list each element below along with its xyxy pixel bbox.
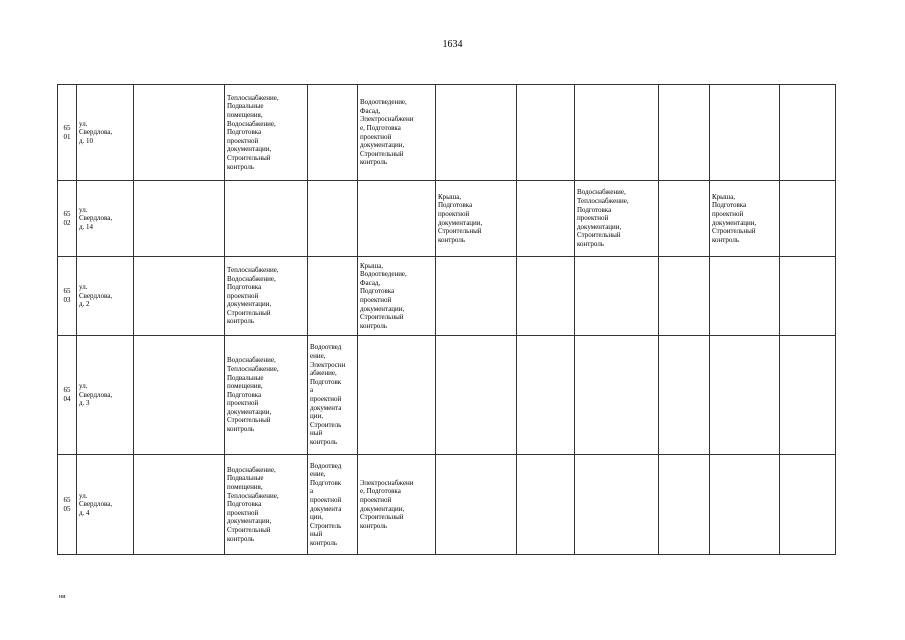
work-cell: Водоотведение, Фасад, Электроснабжени е, Подготовка проектной документации, Строительный контроль [358,85,436,181]
work-cell [780,85,836,181]
work-cell [358,181,436,257]
work-cell: Водоснабжение, Подвальные помещения, Теплоснабжение, Подготовка проектной документации, Строительный контроль [225,455,308,555]
row-number-cell: 65 02 [58,181,77,257]
work-cell [659,455,710,555]
table-row [58,336,836,455]
work-cell [575,336,659,455]
work-cell [517,181,575,257]
address-cell: ул. Свердлова, д. 10 [77,85,134,181]
work-cell [780,257,836,336]
work-cell [358,336,436,455]
work-cell [436,336,517,455]
work-cell: Водоснабжение, Теплоснабжение, Подготовка проектной документации, Строительный контроль [575,181,659,257]
work-cell [710,336,780,455]
work-cell [134,336,225,455]
table-row [58,181,836,257]
work-cell: Водоотвед ение, Подготовк а проектной документа ции, Строитель ный контроль [308,455,358,555]
work-cell: Крыша, Подготовка проектной документации, Строительный контроль [710,181,780,257]
address-cell: ул. Свердлова, д. 2 [77,257,134,336]
work-cell [134,257,225,336]
table-row [58,257,836,336]
address-cell: ул. Свердлова, д. 3 [77,336,134,455]
work-cell [517,85,575,181]
work-cell: Крыша, Подготовка проектной документации, Строительный контроль [436,181,517,257]
work-cell [575,257,659,336]
work-cell [780,455,836,555]
work-cell [308,85,358,181]
work-cell [659,181,710,257]
work-cell [659,85,710,181]
address-cell: ул. Свердлова, д. 4 [77,455,134,555]
work-cell [575,455,659,555]
table-row [58,455,836,555]
work-cell [134,85,225,181]
work-cell [436,455,517,555]
work-cell: Теплоснабжение, Водоснабжение, Подготовка проектной документации, Строительный контроль [225,257,308,336]
work-cell [659,257,710,336]
work-cell [517,257,575,336]
work-cell: Водоотвед ение, Электроснн абжение, Подготовк а проектной документа ции, Строитель ный контроль [308,336,358,455]
page-number: 1634 [442,39,463,50]
work-cell [308,181,358,257]
work-cell [517,336,575,455]
work-cell: Электроснабжени е, Подготовка проектной документации, Строительный контроль [358,455,436,555]
footer-mark: ни [59,594,66,600]
work-cell: Теплоснабжение, Подвальные помещения, Водоснабжение, Подготовка проектной документации, Строительный контроль [225,85,308,181]
work-cell [436,85,517,181]
work-cell [134,181,225,257]
work-cell: Водоснабжение, Теплоснабжение, Подвальные помещения, Подготовка проектной документации, Строительный контроль [225,336,308,455]
work-cell [308,257,358,336]
work-cell [710,85,780,181]
row-number-cell: 65 04 [58,336,77,455]
work-cell [780,181,836,257]
work-cell [710,257,780,336]
work-cell [710,455,780,555]
row-number-cell: 65 05 [58,455,77,555]
row-number-cell: 65 03 [58,257,77,336]
address-cell: ул. Свердлова, д. 14 [77,181,134,257]
work-cell [436,257,517,336]
work-cell [659,336,710,455]
work-cell [225,181,308,257]
work-cell: Крыша, Водоотведение, Фасад, Подготовка проектной документации, Строительный контроль [358,257,436,336]
work-cell [517,455,575,555]
table-row [58,85,836,181]
work-cell [575,85,659,181]
work-cell [134,455,225,555]
work-cell [780,336,836,455]
row-number-cell: 65 01 [58,85,77,181]
works-table [57,84,836,555]
